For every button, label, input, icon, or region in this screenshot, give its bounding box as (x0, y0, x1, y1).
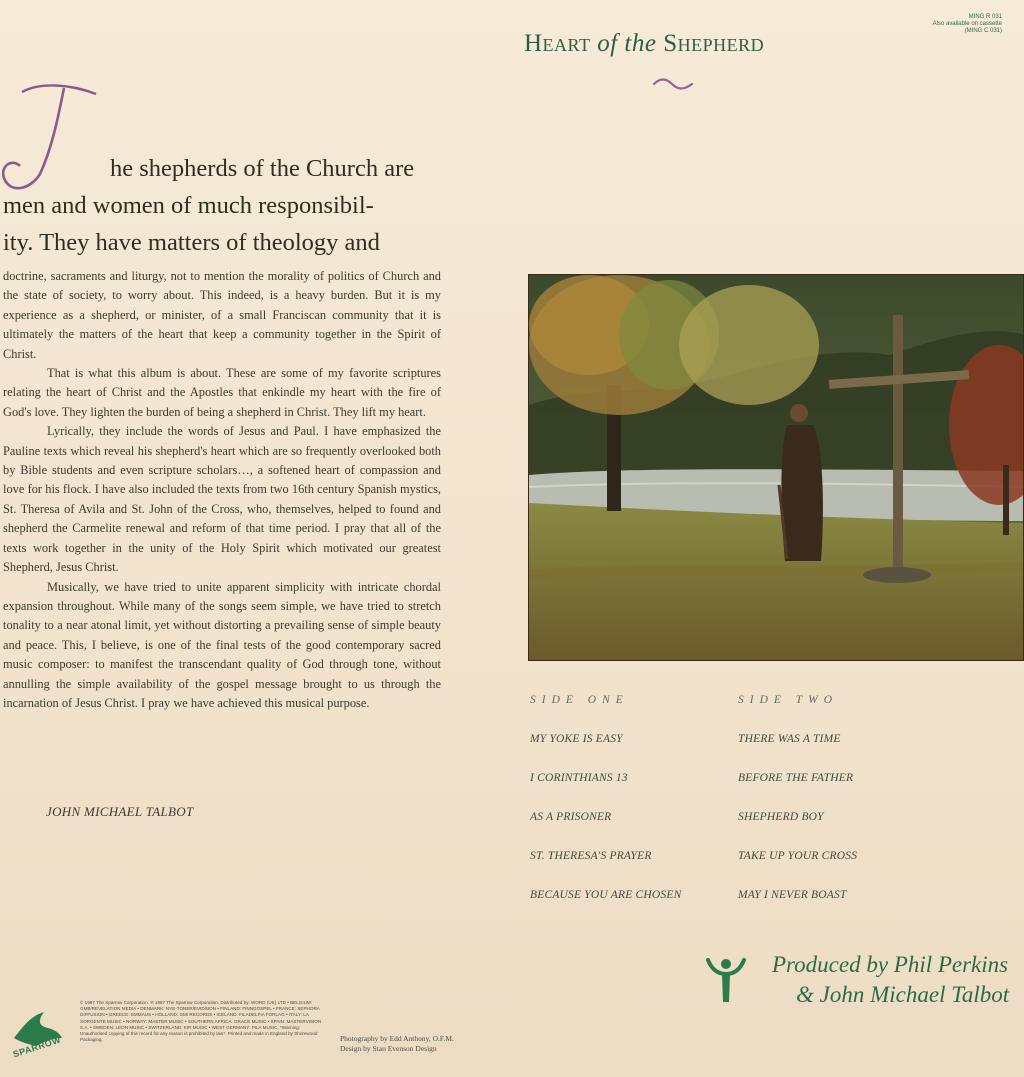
liner-paragraph: That is what this album is about. These are some of my favorite scriptures relating the heart of Christ and the Apostles that enkindle my heart with the fire of God's love. They lighten the burden of being a shepherd in Christ. They lift my heart. (3, 366, 441, 419)
svg-text:T: T (30, 138, 31, 139)
track-side-one: BECAUSE YOU ARE CHOSEN (530, 889, 682, 901)
intro-line-2: men and women of much responsibil- (3, 192, 374, 219)
track-side-two: BEFORE THE FATHER (738, 772, 854, 784)
cover-photograph (528, 274, 1024, 661)
praising-figure-logo-icon (704, 956, 748, 1004)
track-side-two: SHEPHERD BOY (738, 811, 824, 823)
intro-line-1: he shepherds of the Church are (110, 155, 415, 182)
decorative-swash-icon (652, 76, 696, 92)
design-credit: Design by Stan Evenson Design (340, 1044, 437, 1053)
cassette-note: Also available on cassette (932, 21, 1002, 27)
album-title (524, 30, 764, 58)
liner-notes-signature: JOHN MICHAEL TALBOT (46, 804, 194, 819)
track-side-two: MAY I NEVER BOAST (738, 889, 847, 901)
album-title-part3: Shepherd (663, 30, 765, 57)
intro-line-3: ity. They have matters of theology and (3, 229, 380, 256)
track-side-one: I CORINTHIANS 13 (530, 772, 628, 784)
liner-notes-intro (3, 150, 441, 261)
cassette-number: (MING C 031) (964, 28, 1002, 34)
photography-credit: Photography by Edd Anthony, O.F.M. (340, 1034, 454, 1043)
liner-notes-body (3, 267, 441, 713)
liner-paragraph: doctrine, sacraments and liturgy, not to mention the morality of politics of Church and the state of society, to worry about. This indeed, is a heavy burden. But it is my experience as a shepherd, or minister, of a small Franciscan community that it is ultimately the matters of the heart that keep a community together in the Spirit of Christ. (3, 269, 441, 361)
catalog-number-block (912, 14, 1002, 35)
track-side-one: AS A PRISONER (530, 811, 612, 823)
liner-paragraph: Lyrically, they include the words of Jesus and Paul. I have emphasized the Pauline texts which reveal his shepherd's heart which are so frequently overlooked both by Bible students and even scripture scholars…, a softened heart of compassion and love for his flock. I have also included the texts from two 16th century Spanish mystics, St. Theresa of Avila and St. John of the Cross, who, themselves, helped to found and shepherd the Carmelite renewal and reform of that time period. I pray that all of the texts work together in the unity of the Holy Spirit which motivated our greatest Shepherd, Jesus Christ. (3, 424, 441, 575)
track-side-one: MY YOKE IS EASY (530, 733, 623, 745)
side-one-heading: SIDE ONE (530, 694, 629, 706)
catalog-number: MING R 031 (968, 14, 1002, 20)
track-side-two: TAKE UP YOUR CROSS (738, 850, 858, 862)
producer-line-2: & John Michael Talbot (796, 982, 1010, 1007)
track-side-two: THERE WAS A TIME (738, 733, 841, 745)
liner-paragraph: Musically, we have tried to unite apparent simplicity with intricate chordal expansion throughout. While many of the songs seem simple, we have tried to stretch tonality to a near atonal limit, yet without distorting a prevailing sense of simple beauty and peace. This, I believe, is one of the final tests of the good contemporary sacred music composer: to manifest the transcendant quality of God through tone, without annulling the simple availability of the gospel message brought to us through the incarnation of Jesus Christ. I pray we have achieved this musical purpose. (3, 579, 441, 710)
sparrow-label-logo: SPARROW (11, 1034, 63, 1060)
track-side-one: ST. THERESA'S PRAYER (530, 850, 652, 862)
album-title-part1: Heart (524, 30, 591, 57)
producer-credit (772, 950, 1009, 1010)
photo-design-credits (340, 1034, 454, 1054)
producer-line-1: Produced by Phil Perkins (772, 952, 1009, 977)
album-title-part2: of the (597, 30, 657, 57)
legal-copyright-text: © 1987 The Sparrow Corporation. ℗ 1987 The Sparrow Corporation. Distributed by: WORD (UK) LTD • BELGIUM: GMB/REVELATION MEDIA • DENMARK: NYE-TONER/EVIDSION • FINLAND: FINNGOSPEL • FRANCE: SEPHORA DIFFUSION • GREECE: EMMAUS • HOLLAND: GMI RECORDS • ICELAND: FILADELFIA FORLAG • ITALY: LA SORGENTE MUSIC • NORWAY: MASTER MUSIC • SOUTHERN AFRICA: GRACE MUSIC • SPAIN: MASTERVISION S.A. • SWEDEN: LEON MUSIC • SWITZERLAND: KIR MUSIC • WEST GERMANY: PILA MUSIC. *Warning: Unauthorised copying of this record for any reason is prohibited by law*. Printed and made in England by Shorewood Packaging. (80, 1000, 322, 1043)
side-two-heading: SIDE TWO (738, 694, 839, 706)
